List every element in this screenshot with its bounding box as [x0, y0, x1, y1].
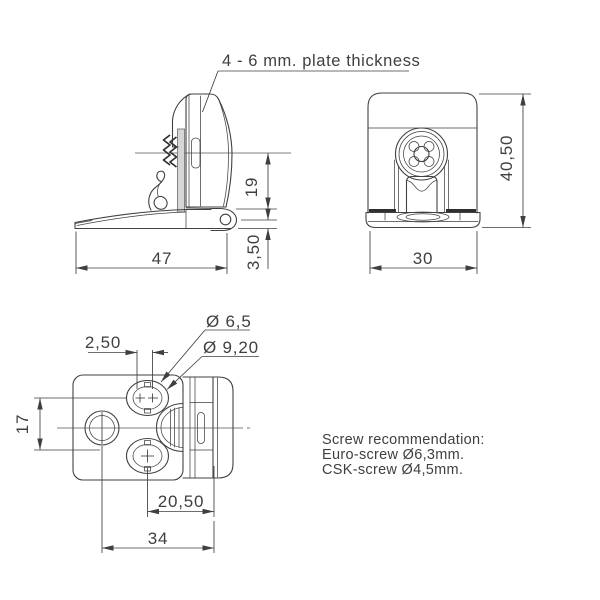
dim-2050-label: 20,50	[157, 492, 205, 511]
dim-250-label: 2,50	[84, 333, 122, 352]
dia-65-label: Ø 6,5	[206, 312, 252, 331]
dim-34-label: 34	[147, 529, 169, 548]
cam-lobe-2	[424, 142, 434, 152]
note-line-3: CSK-screw Ø4,5mm.	[322, 462, 464, 478]
dim-17-label: 17	[13, 413, 32, 435]
note-line-2: Euro-screw Ø6,3mm.	[322, 447, 465, 463]
side-view	[75, 94, 291, 274]
screw-window-arch	[407, 181, 438, 192]
cam-lock-ring-2	[399, 132, 444, 177]
screw-note	[322, 432, 485, 478]
base-top-edge	[75, 210, 211, 223]
release-latch	[149, 171, 165, 210]
grip-pad-serrations	[164, 135, 171, 165]
dim-350-label: 3,50	[244, 233, 263, 271]
cam-lock-hub	[414, 147, 429, 162]
leader-line	[167, 357, 202, 390]
dim-hole-edge-offset	[148, 466, 215, 517]
grip-pad-serrations-2	[170, 137, 177, 167]
housing-outline	[368, 93, 477, 213]
cam-lobe-1	[409, 142, 419, 152]
hinge-housing	[211, 209, 237, 231]
dim-side-clamp-height	[236, 153, 277, 209]
base-hole-inner	[406, 214, 440, 220]
clamp-cap-outline	[213, 377, 233, 478]
dim-47-label: 47	[151, 249, 173, 268]
hinge-pin	[220, 214, 231, 225]
plan-view	[13, 312, 259, 553]
dim-4050-label: 40,50	[497, 134, 516, 182]
base-bottom-edge	[75, 223, 231, 229]
dim-slot-pitch	[85, 333, 168, 389]
dim-side-base-thickness	[238, 211, 277, 271]
dim-front-width	[370, 231, 477, 274]
plate-thickness-callout	[203, 52, 421, 112]
note-line-1: Screw recommendation:	[322, 432, 485, 448]
latch-curl	[154, 197, 167, 210]
cam-lobe-3	[409, 157, 419, 167]
callout-leader-line	[203, 71, 219, 112]
dia-920-label: Ø 9,20	[203, 338, 259, 357]
dim-19-label: 19	[242, 176, 261, 198]
knob-inner	[161, 408, 183, 448]
body-bottom-edge	[186, 208, 211, 209]
release-latch-stem	[157, 182, 161, 197]
plate-thickness-label: 4 - 6 mm. plate thickness	[222, 52, 421, 70]
screw-window	[407, 177, 438, 213]
cam-lobe-4	[424, 157, 434, 167]
clamp-body-outline	[186, 94, 232, 207]
clamp-body-inner-edge	[219, 99, 229, 206]
front-view	[366, 93, 531, 274]
dim-hole-spacing	[13, 398, 126, 450]
cam-lock-ring-3	[404, 136, 440, 172]
dim-front-height	[479, 94, 531, 228]
glass-plate	[178, 129, 185, 212]
dim-30-label: 30	[412, 249, 434, 268]
dim-side-width	[76, 232, 227, 275]
